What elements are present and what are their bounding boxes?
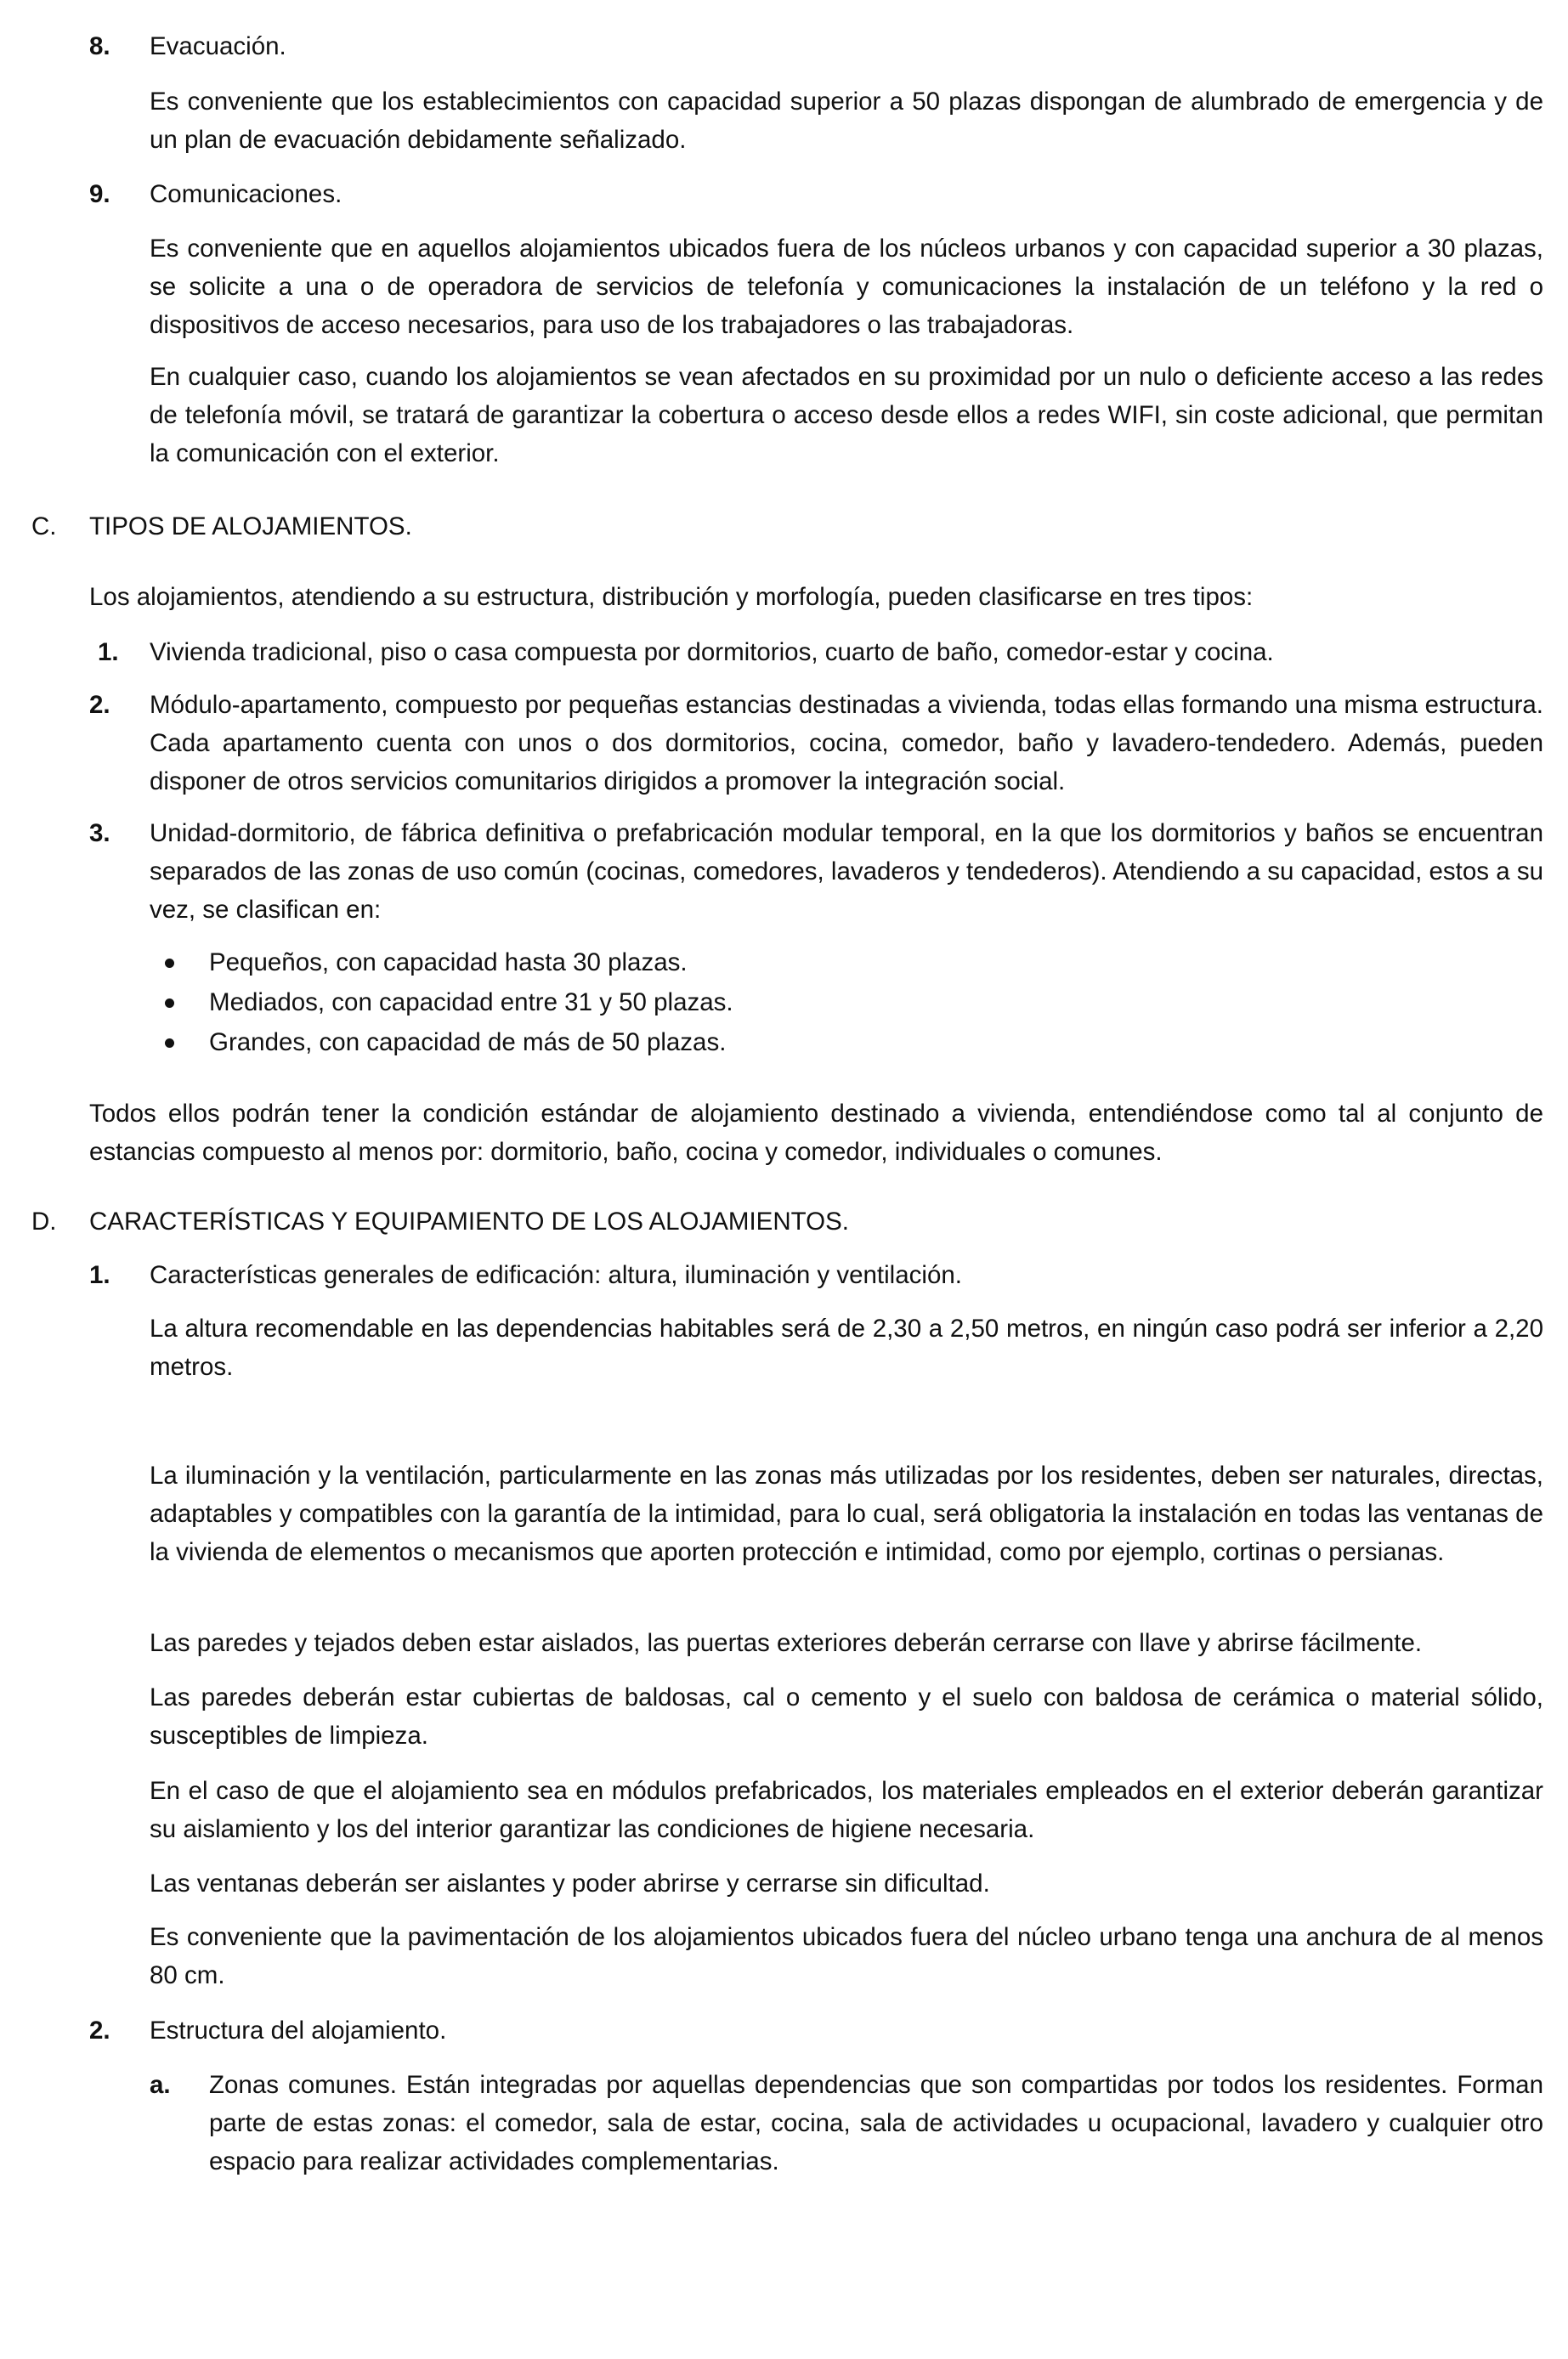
bullet-item-large: Grandes, con capacidad de más de 50 plazas. [209, 1028, 727, 1056]
section-c-item-3-text: Unidad-dormitorio, de fábrica definitiva o prefabricación modular temporal, en la que los dormitorios y baños se encuentran separados de las zonas de uso común (cocinas, comedores, lavaderos y tendederos). Atendiendo a su capacidad, estos a su vez, se clasifican en: [150, 819, 1543, 924]
bullet-icon [165, 1038, 174, 1048]
section-c-closing: Todos ellos podrán tener la condición estándar de alojamiento destinado a vivienda, entendiéndose como tal al conjunto de estancias compuesto al menos por: dormitorio, baño, cocina y comedor, individuales o comunes. [89, 1100, 1543, 1166]
paving-paragraph: Es conveniente que la pavimentación de los alojamientos ubicados fuera del núcleo urbano tenga una anchura de al menos 80 cm. [150, 1923, 1543, 1989]
section-c-item-3-number: 3. [89, 819, 110, 847]
item-8-number: 8. [89, 32, 110, 60]
item-9-number: 9. [89, 180, 110, 208]
lighting-ventilation-paragraph: La iluminación y la ventilación, particularmente en las zonas más utilizadas por los residentes, deben ser naturales, directas, adaptables y compatibles con la garantía de la intimidad, para lo cual, será obligatoria la instalación en todas las ventanas de la vivienda de elementos o mecanismos que aporten protección e intimidad, como por ejemplo, cortinas o persianas. [150, 1462, 1543, 1566]
section-c-item-1-number: 1. [98, 638, 119, 666]
sub-item-a-letter: a. [150, 2071, 171, 2099]
height-paragraph: La altura recomendable en las dependencias habitables será de 2,30 a 2,50 metros, en ningún caso podrá ser inferior a 2,20 metros. [150, 1315, 1543, 1381]
section-c-item-1-text: Vivienda tradicional, piso o casa compuesta por dormitorios, cuarto de baño, comedor-estar y cocina. [150, 638, 1274, 666]
section-d-item-1-number: 1. [89, 1261, 110, 1289]
section-d-item-2-number: 2. [89, 2017, 110, 2045]
item-9-paragraph-2: En cualquier caso, cuando los alojamientos se vean afectados en su proximidad por un nulo o deficiente acceso a las redes de telefonía móvil, se tratará de garantizar la cobertura o acceso desde ellos a redes WIFI, sin coste adicional, que permitan la comunicación con el exterior. [150, 363, 1543, 467]
bullet-item-small: Pequeños, con capacidad hasta 30 plazas. [209, 948, 688, 976]
windows-paragraph: Las ventanas deberán ser aislantes y poder abrirse y cerrarse sin dificultad. [150, 1870, 990, 1898]
bullet-icon [165, 998, 174, 1008]
walls-roofs-paragraph: Las paredes y tejados deben estar aislados, las puertas exteriores deberán cerrarse con llave y abrirse fácilmente. [150, 1629, 1423, 1657]
section-d-item-1-title: Características generales de edificación: altura, iluminación y ventilación. [150, 1261, 962, 1289]
item-9-paragraph-1: Es conveniente que en aquellos alojamientos ubicados fuera de los núcleos urbanos y con capacidad superior a 30 plazas, se solicite a una o de operadora de servicios de telefonía y comunicaciones la instalación de un teléfono y la red o dispositivos de acceso necesarios, para uso de los trabajadores o las trabajadoras. [150, 235, 1543, 339]
prefab-modules-paragraph: En el caso de que el alojamiento sea en módulos prefabricados, los materiales empleados en el exterior deberán garantizar su aislamiento y los del interior garantizar las condiciones de higiene necesaria. [150, 1777, 1543, 1843]
section-d-item-2-title: Estructura del alojamiento. [150, 2017, 447, 2045]
section-c-item-2-number: 2. [89, 691, 110, 719]
bullet-item-medium: Mediados, con capacidad entre 31 y 50 plazas. [209, 988, 733, 1016]
section-c-item-2-text: Módulo-apartamento, compuesto por pequeñas estancias destinadas a vivienda, todas ellas formando una misma estructura. Cada apartamento cuenta con unos o dos dormitorios, cocina, comedor, baño y lavadero-tendedero. Además, pueden disponer de otros servicios comunitarios dirigidos a promover la integración social. [150, 691, 1543, 795]
section-c-letter: C. [31, 512, 57, 540]
section-c-title: TIPOS DE ALOJAMIENTOS. [89, 512, 412, 540]
section-d-letter: D. [31, 1208, 57, 1236]
common-areas-paragraph: Zonas comunes. Están integradas por aquellas dependencias que son compartidas por todos los residentes. Forman parte de estas zonas: el comedor, sala de estar, cocina, sala de actividades u ocupacional, lavadero y cualquier otro espacio para realizar actividades complementarias. [209, 2071, 1543, 2175]
section-c-intro: Los alojamientos, atendiendo a su estructura, distribución y morfología, pueden clasificarse en tres tipos: [89, 583, 1254, 611]
item-9-title: Comunicaciones. [150, 180, 342, 208]
bullet-icon [165, 959, 174, 968]
item-8-title: Evacuación. [150, 32, 286, 60]
section-d-title: CARACTERÍSTICAS Y EQUIPAMIENTO DE LOS ALOJAMIENTOS. [89, 1208, 849, 1236]
item-8-text: Es conveniente que los establecimientos con capacidad superior a 50 plazas dispongan de alumbrado de emergencia y de un plan de evacuación debidamente señalizado. [150, 88, 1543, 154]
walls-floor-paragraph: Las paredes deberán estar cubiertas de baldosas, cal o cemento y el suelo con baldosa de cerámica o material sólido, susceptibles de limpieza. [150, 1683, 1543, 1750]
